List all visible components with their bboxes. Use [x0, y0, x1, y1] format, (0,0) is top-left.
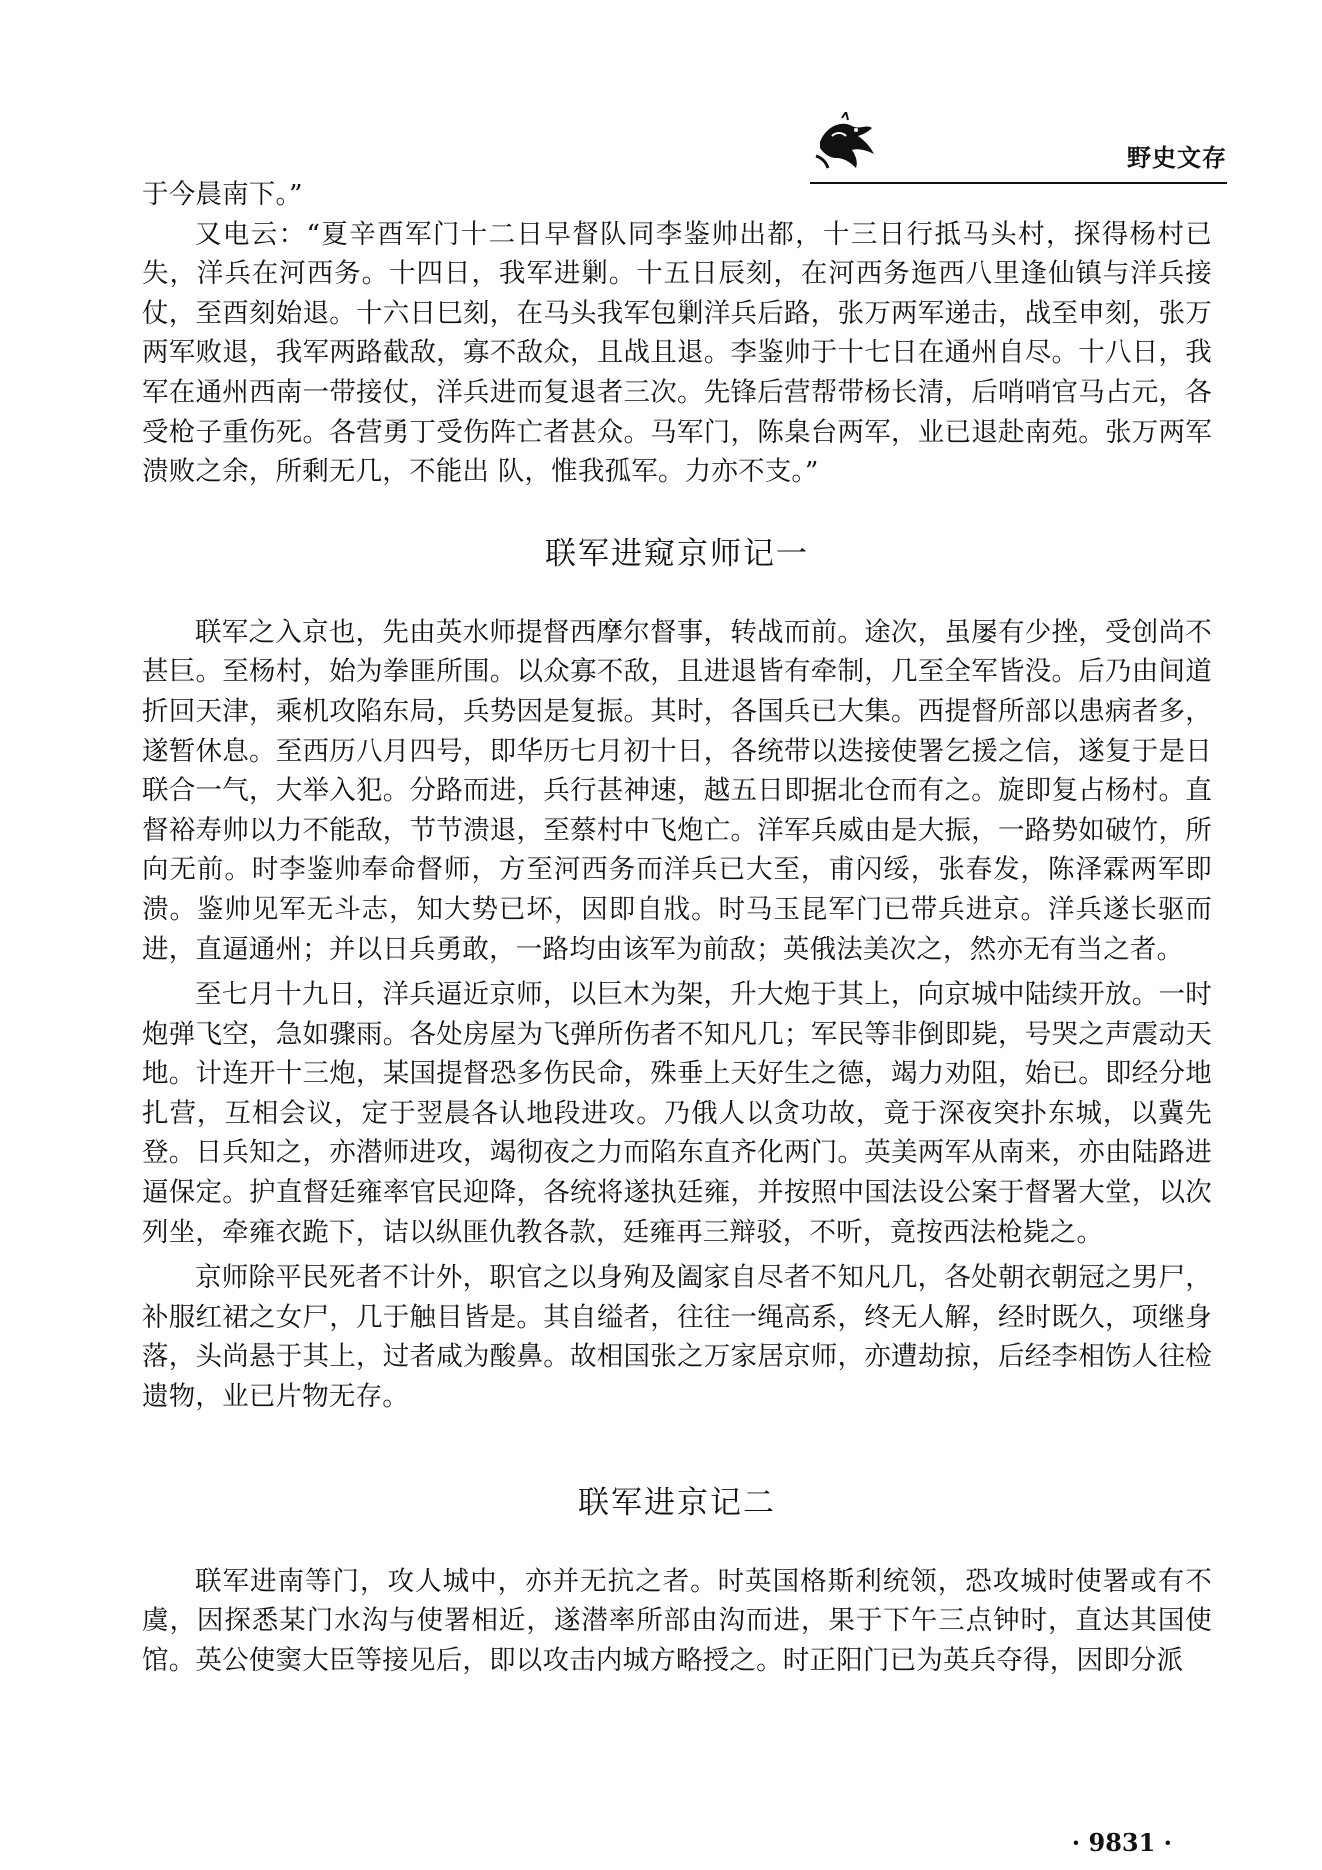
section-title: 联军进京记二: [578, 1484, 776, 1521]
paragraph: 联军之入京也，先由英水师提督西摩尔督事，转战而前。途次，虽屡有少挫，受创尚不甚巨。至杨村，始为拳匪所围。以众寡不敌，且进退皆有牵制，几至全军皆没。后乃由间道折回天津，乘机攻陷东局，兵势因是复振。其时，各国兵已大集。西提督所部以患病者多，遂暂休息。至西历八月四号，即华历七月初十日，各统带以迭接使署乞援之信，遂复于是日联合一气，大举入犯。分路而进，兵行甚神速，越五日即据北仓而有之。旋即复占杨村。直督裕寿帅以力不能敌，节节溃退，至蔡村中飞炮亡。洋军兵威由是大振，一路势如破竹，所向无前。时李鉴帅奉命督师，方至河西务而洋兵已大至，甫闪绥，张春发，陈泽霖两军即溃。鉴帅见军无斗志，知大势已坏，因即自戕。时马玉昆军门已带兵进京。洋兵遂长驱而进，直逼通州；并以日兵勇敢，一路均由该军为前敌；英俄法美次之，然亦无有当之者。: [142, 616, 1212, 965]
page-number: · 9831 ·: [1071, 1828, 1172, 1857]
dragon-emblem-icon: [812, 112, 882, 172]
section-title: 联军进窥京师记一: [545, 535, 809, 572]
paragraph: 于今晨南下。”: [142, 179, 303, 210]
main-text: [142, 175, 1212, 1680]
paragraph: 至七月十九日，洋兵逼近京师，以巨木为架，升大炮于其上，向京城中陆续开放。一时炮弹飞空，急如骤雨。各处房屋为飞弹所伤者不知凡几；军民等非倒即毙，号哭之声震动天地。计连开十三炮，某国提督恐多伤民命，殊垂上天好生之德，竭力劝阻，始已。即经分地扎营，互相会议，定于翌晨各认地段进攻。乃俄人以贪功故，竟于深夜突扑东城，以冀先登。日兵知之，亦潜师进攻，竭彻夜之力而陷东直齐化两门。英美两军从南来，亦由陆路进逼保定。护直督廷雍率官民迎降，各统将遂执廷雍，并按照中国法设公案于督署大堂，以次列坐，牵雍衣跪下，诘以纵匪仇教各款，廷雍再三辩驳，不听，竟按西法枪毙之。: [142, 979, 1212, 1248]
paragraph: 又电云：“夏辛酉军门十二日早督队同李鉴帅出都，十三日行抵马头村，探得杨村已失，洋兵在河西务。十四日，我军进剿。十五日辰刻，在河西务迤西八里逢仙镇与洋兵接仗，至酉刻始退。十六日巳刻，在马头我军包剿洋兵后路，张万两军递击，战至申刻，张万两军败退，我军两路截敌，寡不敌众，且战且退。李鉴帅于十七日在通州自尽。十八日，我军在通州西南一带接仗，洋兵进而复退者三次。先锋后营帮带杨长清，后哨哨官马占元，各受枪子重伤死。各营勇丁受伤阵亡者甚众。马军门，陈臬台两军，业已退赴南苑。张万两军溃败之余，所剩无几，不能出 队，惟我孤军。力亦不支。”: [142, 218, 1212, 488]
running-header-title: 野史文存: [1127, 144, 1227, 172]
paragraph: 联军进南等门，攻人城中，亦并无抗之者。时英国格斯利统领，恐攻城时使署或有不虞，因探悉某门水沟与使署相近，遂潜率所部由沟而进，果于下午三点钟时，直达其国使馆。英公使窦大臣等接见后，即以攻击内城方略授之。时正阳门已为英兵夺得，因即分派: [142, 1565, 1212, 1676]
paragraph: 京师除平民死者不计外，职官之以身殉及阖家自尽者不知凡几，各处朝衣朝冠之男尸，补服红裙之女尸，几于触目皆是。其自缢者，往往一绳高系，终无人解，经时既久，项继身落，头尚悬于其上，过者咸为酸鼻。故相国张之万家居京师，亦遭劫掠，后经李相饬人往检遗物，业已片物无存。: [142, 1262, 1212, 1413]
